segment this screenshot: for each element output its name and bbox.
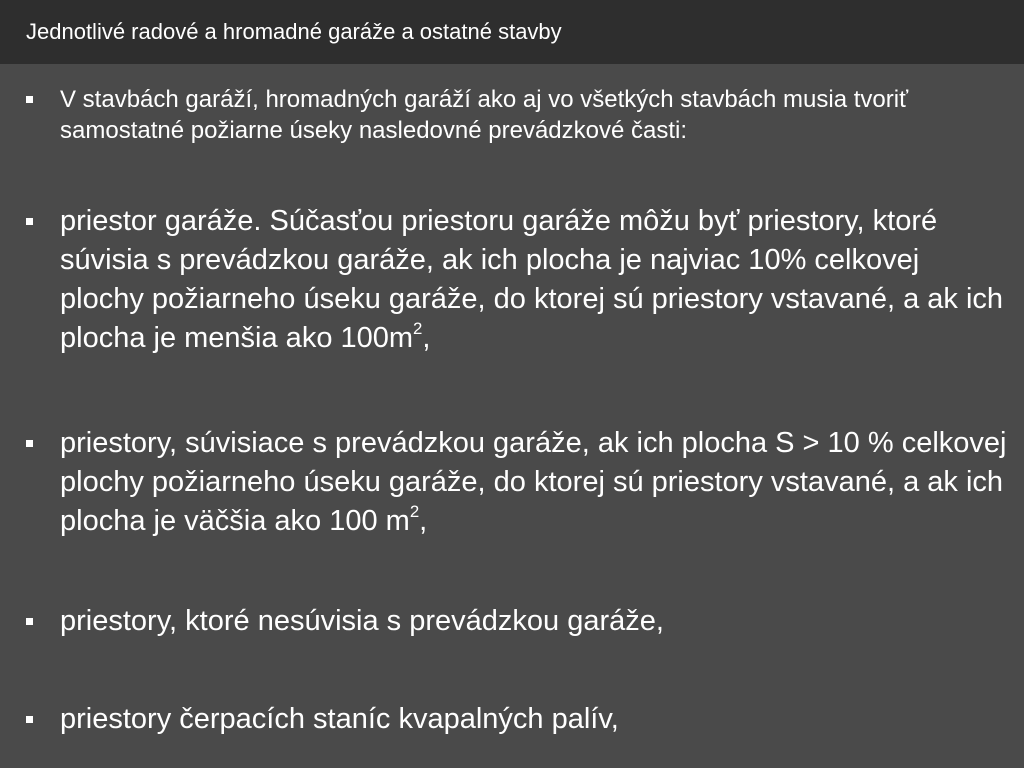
bullet-text: priestor garáže. Súčasťou priestoru garáže môžu byť priestory, ktoré súvisia s prevádzkou garáže, ak ich plocha je najviac 10% celkovej plochy požiarneho úseku garáže, do ktorej sú priestory vstavané, a ak ich plocha je menšia ako 100m bbox=[60, 205, 1004, 354]
bullet-item-fuel-stations bbox=[60, 700, 1010, 739]
square-bullet-icon bbox=[26, 218, 33, 225]
square-bullet-icon bbox=[26, 716, 33, 723]
bullet-text: priestory, súvisiace s prevádzkou garáže, ak ich plocha S > 10 % celkovej plochy požiarneho úseku garáže, do ktorej sú priestory vstavané, a ak ich plocha je väčšia ako 100 m bbox=[60, 427, 1007, 537]
bullet-suffix: , bbox=[422, 322, 431, 354]
bullet-item-intro bbox=[60, 84, 1010, 146]
superscript: 2 bbox=[409, 502, 420, 522]
bullet-text: priestory čerpacích staníc kvapalných palív, bbox=[60, 703, 619, 735]
slide-title: Jednotlivé radové a hromadné garáže a ostatné stavby bbox=[26, 19, 562, 44]
square-bullet-icon bbox=[26, 96, 33, 103]
bullet-item-unrelated-spaces bbox=[60, 602, 1010, 641]
bullet-item-garage-space bbox=[60, 202, 1010, 358]
title-bar bbox=[0, 0, 1024, 64]
bullet-suffix: , bbox=[419, 505, 428, 537]
bullet-item-related-spaces bbox=[60, 424, 1010, 541]
square-bullet-icon bbox=[26, 618, 33, 625]
square-bullet-icon bbox=[26, 440, 33, 447]
bullet-text: priestory, ktoré nesúvisia s prevádzkou garáže, bbox=[60, 605, 664, 637]
bullet-text: V stavbách garáží, hromadných garáží ako aj vo všetkých stavbách musia tvoriť samostatné požiarne úseky nasledovné prevádzkové časti: bbox=[60, 86, 909, 144]
superscript: 2 bbox=[413, 319, 423, 339]
